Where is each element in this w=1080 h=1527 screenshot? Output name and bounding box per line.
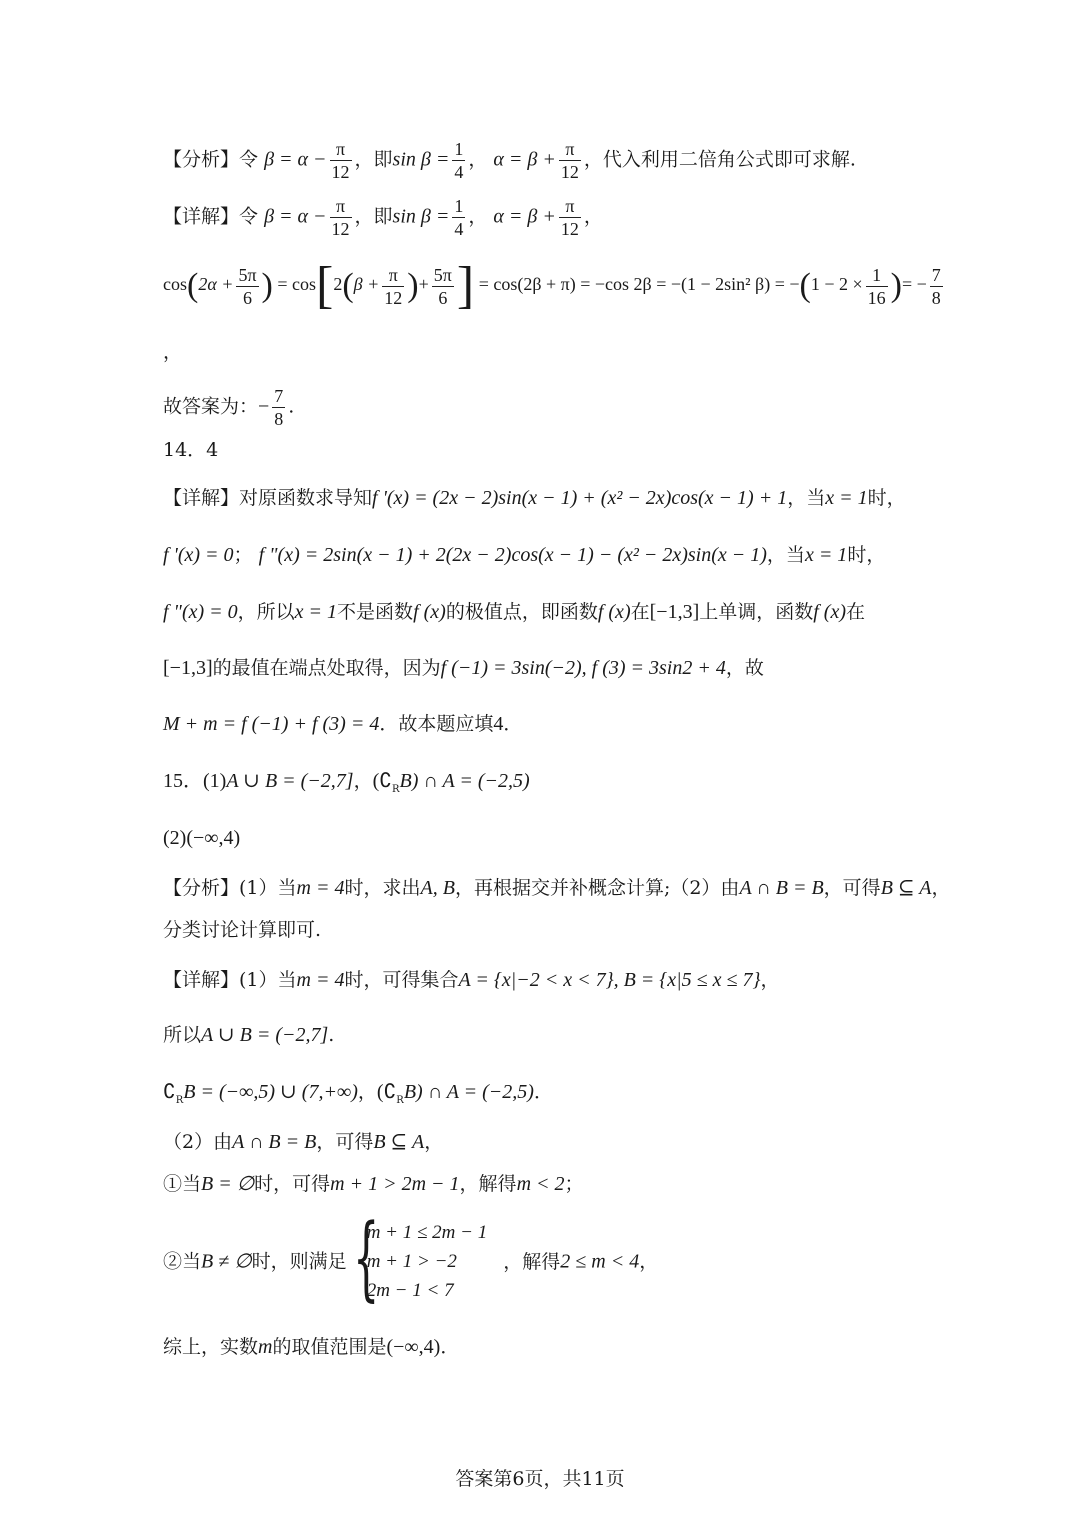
text: −	[258, 395, 270, 418]
text: ，解得	[503, 1250, 561, 1273]
text: 时，	[847, 544, 886, 566]
detail-tag: 【详解】	[163, 487, 240, 509]
text: (2)	[163, 827, 187, 849]
fraction-7-8: $\frac{7}{8}$	[274, 386, 284, 429]
math-derivative: f '(x) = (2x − 2)sin(x − 1) + (x² − 2x)cos(x − 1) + 1	[372, 487, 788, 509]
text: 时，	[867, 487, 906, 509]
detail-line-14c	[163, 600, 865, 624]
text: 不是函数	[337, 601, 414, 623]
question-15-answer-2	[163, 826, 240, 850]
text: ，当	[766, 544, 805, 566]
detail-line-14d	[163, 656, 764, 680]
text: R	[175, 1094, 184, 1106]
analysis-line-13	[163, 138, 856, 183]
text: (1）当	[239, 969, 297, 991]
question-15-answer-1	[163, 769, 530, 802]
text: .	[288, 395, 295, 418]
math: f (−1) = 3sin(−2), f (3) = 3sin2 + 4	[440, 657, 726, 679]
math: x = 1	[804, 544, 848, 566]
text: 令	[239, 205, 259, 228]
math-beta-def: β = α −	[264, 205, 327, 228]
text: 的最值在端点处取得，因为	[212, 657, 441, 679]
text: ，	[760, 969, 780, 991]
fraction-7-8: $\frac{7}{8}$	[931, 264, 941, 308]
detail-tag: 【详解】	[163, 205, 240, 228]
math: 2 ≤ m < 4	[560, 1250, 640, 1273]
text: 2	[333, 274, 343, 295]
fraction-pi-12: $\frac{\pi}{12}$	[560, 139, 579, 182]
detail-line-15c	[163, 1080, 553, 1113]
math: (−∞,4)	[386, 1336, 441, 1358]
math-sin-beta: sin β =	[392, 205, 450, 228]
detail-line-15d	[163, 1130, 443, 1154]
math: A ∩ B = B	[232, 1131, 317, 1153]
text: ，可得	[823, 877, 881, 899]
math: m	[258, 1336, 273, 1358]
math: x = 1	[294, 601, 338, 623]
math: ∁	[163, 1081, 176, 1103]
math: B ⊆ A	[373, 1131, 425, 1153]
math: B = (−∞,5) ∪ (7,+∞)	[183, 1081, 358, 1103]
text: 时，可得	[254, 1173, 331, 1195]
text: ①当	[163, 1173, 202, 1195]
math: m = 4	[296, 877, 345, 899]
math-beta-def: β = α −	[264, 148, 327, 171]
text: 上单调，函数	[699, 601, 814, 623]
math: f (x)	[813, 601, 847, 623]
text: ，即	[354, 205, 393, 228]
text: (1）当	[239, 877, 297, 899]
detail-line-14a	[163, 486, 906, 510]
text: 2α +	[198, 274, 234, 295]
text: ，即	[354, 148, 393, 171]
math: [−1,3]	[163, 657, 213, 679]
text: ，	[424, 1131, 444, 1153]
math: x = 1	[825, 487, 868, 509]
analysis-tag: 【分析】	[163, 148, 240, 171]
text: 15．(1)	[163, 770, 227, 792]
text: 的极值点，即函数	[445, 601, 598, 623]
detail-tag: 【详解】	[163, 969, 240, 991]
text: = −	[901, 274, 927, 295]
text: ．	[503, 713, 523, 735]
text: ．	[440, 1336, 460, 1358]
analysis-line-15b	[163, 918, 321, 942]
text: = cos	[277, 274, 317, 295]
math: A ∩ B = B	[739, 877, 824, 899]
text: β +	[353, 274, 380, 295]
system-row: m + 1 > −2	[366, 1251, 457, 1272]
inequality-system	[352, 1204, 488, 1311]
math: (∁	[372, 770, 392, 792]
detail-line-13	[163, 195, 603, 240]
case-1	[163, 1172, 584, 1196]
text: ，当	[787, 487, 826, 509]
text: 故答案为：	[163, 395, 259, 418]
text: ，解得	[459, 1173, 517, 1195]
text: ；	[564, 1173, 584, 1195]
math: A ∪ B = (−2,7]	[226, 770, 354, 792]
text: （2）由	[163, 1131, 233, 1153]
text: = cos(2β + π) = −cos 2β = −(1 − 2sin² β) = −	[478, 274, 800, 295]
brace-icon: {	[352, 1204, 380, 1311]
system-row: m + 1 ≤ 2m − 1	[366, 1222, 488, 1243]
text: 1 − 2 ×	[810, 274, 863, 295]
text: ，	[583, 205, 603, 228]
math: B ⊆ A	[880, 877, 932, 899]
math-second-derivative: f "(x) = 2sin(x − 1) + 2(2x − 2)cos(x − 1) − (x² − 2x)sin(x − 1)	[258, 544, 767, 566]
fraction-pi-12: $\frac{\pi}{12}$	[331, 196, 350, 239]
conclusion-15	[163, 1335, 459, 1359]
text: R	[392, 783, 400, 795]
analysis-line-15a	[163, 876, 951, 900]
math: B) ∩ A = (−2,5)	[403, 1081, 534, 1103]
text: 在	[846, 601, 866, 623]
math: [−1,3]	[649, 601, 700, 623]
math: 4	[493, 713, 504, 735]
text: R	[396, 1094, 404, 1106]
text: ②当	[163, 1250, 202, 1273]
text: ，	[639, 1250, 659, 1273]
math-alpha-def: α = β +	[493, 148, 556, 171]
detail-line-15b	[163, 1023, 334, 1047]
math: f '(x) = 0	[163, 544, 234, 566]
analysis-tag: 【分析】	[163, 877, 240, 899]
math: (∁	[376, 1081, 397, 1103]
math: (−∞,4)	[186, 827, 241, 849]
page-footer: 答案第6页，共11页	[455, 1468, 625, 1490]
fraction-1-16: $\frac{1}{16}$	[867, 264, 886, 308]
text: 令	[239, 148, 259, 171]
math: B) ∩ A = (−2,5)	[399, 770, 530, 792]
text: ，	[163, 341, 183, 363]
math: f "(x) = 0	[163, 601, 238, 623]
text: cos	[163, 274, 187, 295]
text: 的取值范围是	[272, 1336, 387, 1358]
math: m < 2	[516, 1173, 565, 1195]
math: m + 1 > 2m − 1	[330, 1173, 460, 1195]
fraction-5pi-6: $\frac{5\pi}{6}$	[238, 264, 257, 308]
math: M + m = f (−1) + f (3) = 4	[163, 713, 380, 735]
math: A = {x|−2 < x < 7}, B = {x|5 ≤ x ≤ 7}	[458, 969, 761, 991]
math: A, B	[420, 877, 455, 899]
text: ，再根据交并补概念计算;（2）由	[454, 877, 740, 899]
lone-comma	[163, 340, 182, 364]
text: ，	[468, 148, 488, 171]
text: ．故本题应填	[379, 713, 494, 735]
text: 分类讨论计算即可.	[163, 919, 322, 941]
text: ，代入利用二倍角公式即可求解.	[583, 148, 856, 171]
text: +	[418, 274, 429, 295]
fraction-5pi-6: $\frac{5\pi}{6}$	[433, 264, 452, 308]
text: ，故	[725, 657, 764, 679]
text: ，	[353, 770, 373, 792]
text: 时，则满足	[251, 1250, 347, 1273]
text: 对原函数求导知	[239, 487, 373, 509]
detail-line-14e	[163, 712, 522, 736]
math: A ∪ B = (−2,7]	[201, 1024, 329, 1046]
math-sin-beta: sin β =	[392, 148, 450, 171]
math: B ≠ ∅	[201, 1250, 252, 1273]
text: ；	[233, 544, 253, 566]
math: B = ∅	[201, 1173, 255, 1195]
text: 综上，实数	[163, 1336, 259, 1358]
text: ．	[533, 1081, 553, 1103]
math: m = 4	[296, 969, 345, 991]
text: ，	[468, 205, 488, 228]
text: ，	[357, 1081, 377, 1103]
text: ，所以	[237, 601, 295, 623]
text: ，可得	[316, 1131, 374, 1153]
detail-line-15a	[163, 968, 780, 992]
text: 在	[630, 601, 650, 623]
equation-cos: cos(2α + $\frac{5\pi}{6}$ ) = cos[2(β + $\frac{\pi}{12}$ )+ $\frac{5\pi}{6}$ ] = cos(2β + π) = −cos 2β = −(1 − 2sin² β) = −(1 − 2 × $\frac{1}{16}$ )= − $\frac{7}{8}$	[163, 258, 941, 314]
text: 所以	[163, 1024, 202, 1046]
text: .	[328, 1024, 335, 1046]
system-row: 2m − 1 < 7	[366, 1280, 454, 1301]
text: ，	[931, 877, 951, 899]
math-alpha-def: α = β +	[493, 205, 556, 228]
detail-line-14b	[163, 543, 885, 567]
fraction-pi-12: $\frac{\pi}{12}$	[560, 196, 579, 239]
text: 时，求出	[344, 877, 421, 899]
fraction-1-4: $\frac{1}{4}$	[454, 139, 464, 182]
case-2	[163, 1204, 659, 1311]
answer-line-13	[163, 385, 294, 430]
math: f (x)	[413, 601, 446, 623]
question-14-answer	[163, 438, 218, 462]
text: 时，可得集合	[344, 969, 459, 991]
fraction-pi-12: $\frac{\pi}{12}$	[384, 264, 403, 308]
text: 14．4	[163, 439, 219, 461]
fraction-1-4: $\frac{1}{4}$	[454, 196, 464, 239]
math: f (x)	[597, 601, 631, 623]
fraction-pi-12: $\frac{\pi}{12}$	[331, 139, 350, 182]
